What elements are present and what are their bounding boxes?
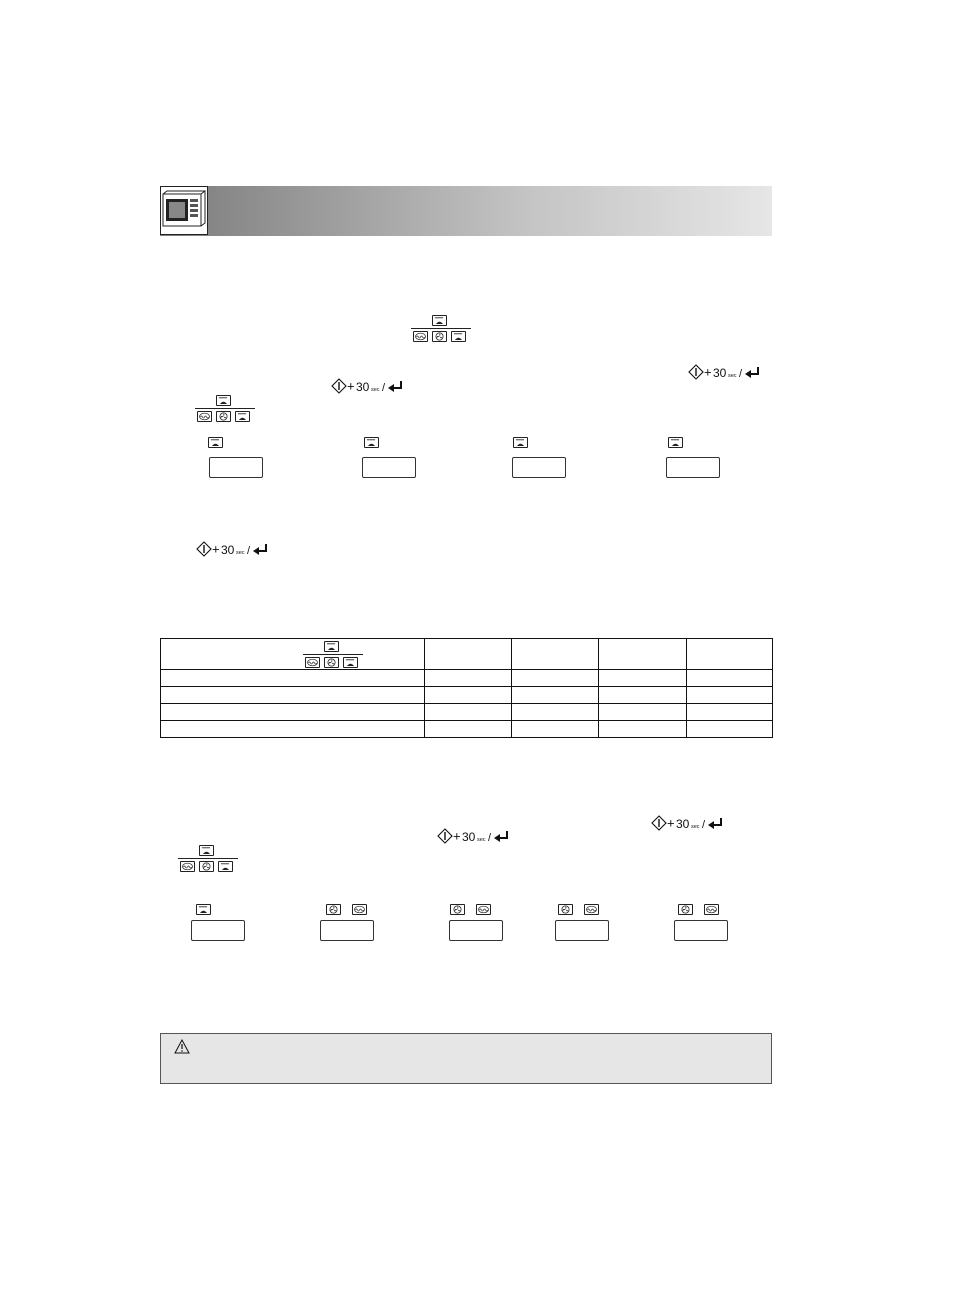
microwave-wave-icon xyxy=(305,657,320,668)
display-box xyxy=(209,457,263,478)
start-plus-30sec-enter-icon xyxy=(331,378,411,394)
grill-icon xyxy=(199,845,214,856)
convection-fan-icon xyxy=(326,904,341,915)
display-box xyxy=(512,457,566,478)
grill-icon xyxy=(216,395,231,406)
convection-fan-icon xyxy=(199,861,214,872)
combo-button-icon-group xyxy=(195,395,255,425)
convection-fan-icon xyxy=(558,904,573,915)
combo-button-icon-group xyxy=(411,315,471,345)
grill-icon xyxy=(196,904,211,915)
display-box xyxy=(449,920,503,941)
microwave-wave-icon xyxy=(476,904,491,915)
microwave-wave-icon xyxy=(352,904,367,915)
convection-fan-icon xyxy=(678,904,693,915)
grill-icon xyxy=(235,411,250,422)
display-box xyxy=(362,457,416,478)
grill-icon xyxy=(324,641,339,652)
table-cell xyxy=(512,687,599,704)
table-cell xyxy=(687,670,773,687)
table-row xyxy=(161,721,773,738)
warning-triangle-icon xyxy=(174,1039,190,1054)
table-cell xyxy=(512,721,599,738)
microwave-wave-icon xyxy=(704,904,719,915)
table-row xyxy=(161,687,773,704)
table-cell xyxy=(425,687,512,704)
table-cell xyxy=(425,721,512,738)
table-cell xyxy=(161,704,425,721)
table-cell xyxy=(512,670,599,687)
display-box xyxy=(320,920,374,941)
section-header-band xyxy=(160,186,772,236)
combo-button-icon-group xyxy=(303,641,363,669)
display-box xyxy=(674,920,728,941)
grill-icon xyxy=(432,315,447,326)
start-plus-30sec-enter-icon xyxy=(688,364,768,380)
microwave-oven-icon xyxy=(160,186,208,235)
start-plus-30sec-enter-icon xyxy=(651,815,731,831)
table-row xyxy=(161,704,773,721)
grill-icon xyxy=(218,861,233,872)
grill-icon xyxy=(451,331,466,342)
display-box xyxy=(666,457,720,478)
table-cell xyxy=(687,721,773,738)
table-cell xyxy=(161,670,425,687)
table-header-cell xyxy=(512,639,599,670)
settings-table xyxy=(160,638,773,738)
table-cell xyxy=(687,687,773,704)
grill-icon xyxy=(513,437,528,448)
convection-fan-icon xyxy=(216,411,231,422)
convection-fan-icon xyxy=(432,331,447,342)
caution-box xyxy=(160,1033,772,1084)
table-header-cell xyxy=(161,639,425,670)
table-cell xyxy=(687,704,773,721)
table-cell xyxy=(599,687,687,704)
display-box xyxy=(191,920,245,941)
table-cell xyxy=(425,670,512,687)
combo-button-icon-group xyxy=(178,845,238,875)
microwave-wave-icon xyxy=(197,411,212,422)
table-row xyxy=(161,670,773,687)
convection-fan-icon xyxy=(324,657,339,668)
start-plus-30sec-enter-icon xyxy=(196,541,276,557)
table-header-cell xyxy=(599,639,687,670)
microwave-wave-icon xyxy=(584,904,599,915)
table-cell xyxy=(161,687,425,704)
convection-fan-icon xyxy=(450,904,465,915)
grill-icon xyxy=(668,437,683,448)
grill-icon xyxy=(208,437,223,448)
grill-icon xyxy=(364,437,379,448)
table-header-row xyxy=(161,639,773,670)
table-cell xyxy=(425,704,512,721)
table-cell xyxy=(161,721,425,738)
table-header-cell xyxy=(425,639,512,670)
microwave-wave-icon xyxy=(413,331,428,342)
table-header-cell xyxy=(687,639,773,670)
display-box xyxy=(555,920,609,941)
table-cell xyxy=(599,704,687,721)
table-cell xyxy=(599,721,687,738)
microwave-wave-icon xyxy=(180,861,195,872)
grill-icon xyxy=(343,657,358,668)
table-cell xyxy=(599,670,687,687)
table-cell xyxy=(512,704,599,721)
start-plus-30sec-enter-icon xyxy=(437,828,517,844)
